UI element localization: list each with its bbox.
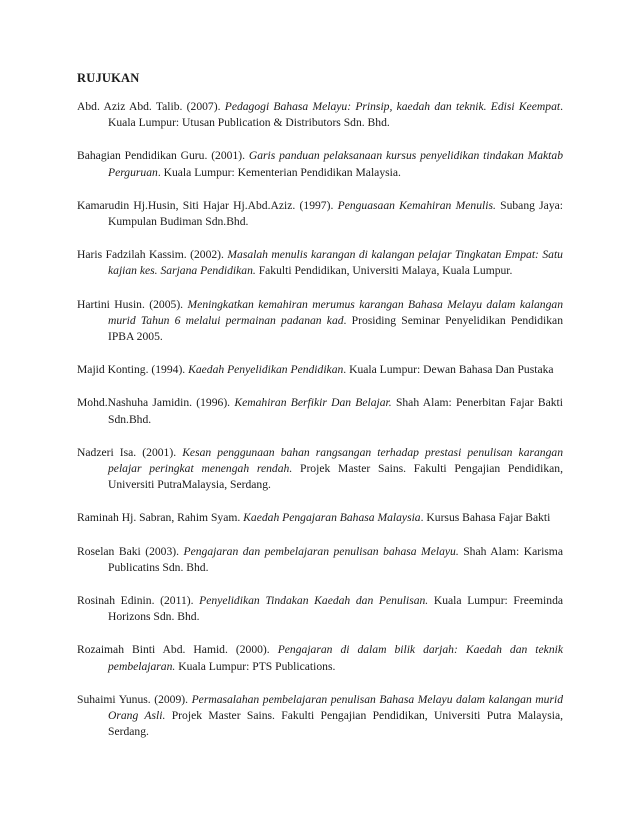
reference-publisher: Projek Master Sains. Fakulti Pengajian Pendidikan, Universiti Putra Malaysia, Serdang.	[108, 709, 563, 739]
reference-title: Kemahiran Berfikir Dan Belajar.	[234, 396, 392, 410]
reference-author-year: Haris Fadzilah Kassim. (2002).	[77, 248, 228, 262]
reference-author-year: Mohd.Nashuha Jamidin. (1996).	[77, 396, 235, 410]
reference-author-year: Majid Konting. (1994).	[77, 363, 189, 377]
reference-publisher: Fakulti Pendidikan, Universiti Malaya, Kuala Lumpur.	[255, 264, 513, 278]
reference-item	[77, 297, 563, 346]
reference-title: Kesan penggunaan bahan rangsangan terhadap prestasi penulisan karangan pelajar peringkat menengah rendah.	[108, 445, 563, 476]
reference-item	[77, 692, 563, 741]
reference-title: Meningkatkan kemahiran merumus karangan Bahasa Melayu dalam kalangan murid Tahun 6 melalui permainan padanan kad	[108, 297, 563, 327]
reference-publisher: . Kuala Lumpur: Utusan Publication & Distributors Sdn. Bhd.	[108, 100, 563, 130]
reference-publisher: . Kuala Lumpur: Dewan Bahasa Dan Pustaka	[343, 363, 554, 377]
reference-publisher: Subang Jaya: Kumpulan Budiman Sdn.Bhd.	[108, 198, 563, 229]
reference-title: Penguasaan Kemahiran Menulis.	[337, 198, 496, 212]
reference-item	[77, 510, 563, 526]
document-page	[77, 70, 563, 757]
reference-author-year: Kamarudin Hj.Husin, Siti Hajar Hj.Abd.Aziz. (1997).	[77, 198, 338, 212]
reference-item	[77, 544, 563, 576]
reference-publisher: Kuala Lumpur: Freeminda Horizons Sdn. Bhd.	[108, 594, 564, 624]
reference-publisher: Kuala Lumpur: PTS Publications.	[175, 659, 336, 673]
reference-item	[77, 395, 563, 427]
reference-author-year: Rozaimah Binti Abd. Hamid. (2000).	[77, 643, 278, 657]
reference-publisher: . Prosiding Seminar Penyelidikan Pendidikan IPBA 2005.	[108, 313, 563, 344]
reference-item	[77, 99, 563, 131]
reference-item	[77, 445, 563, 494]
reference-title: Garis panduan pelaksanaan kursus penyelidikan tindakan Maktab Perguruan	[108, 149, 564, 179]
reference-author-year: Suhaimi Yunus. (2009).	[77, 692, 192, 706]
reference-item	[77, 148, 563, 180]
reference-item	[77, 642, 563, 674]
reference-author-year: Raminah Hj. Sabran, Rahim Syam.	[77, 511, 244, 525]
reference-title: Kaedah Penyelidikan Pendidikan	[188, 363, 344, 377]
reference-publisher: . Kuala Lumpur: Kementerian Pendidikan Malaysia.	[157, 165, 401, 179]
reference-publisher: Projek Master Sains. Fakulti Pengajian Pendidikan, Universiti PutraMalaysia, Serdang.	[108, 462, 563, 492]
reference-list	[77, 99, 563, 740]
reference-author-year: Abd. Aziz Abd. Talib. (2007).	[77, 100, 225, 113]
reference-author-year: Nadzeri Isa. (2001).	[77, 445, 183, 459]
page-heading: RUJUKAN	[77, 71, 140, 85]
reference-item	[77, 198, 563, 230]
reference-title: Pengajaran di dalam bilik darjah: Kaedah dan teknik pembelajaran.	[108, 643, 563, 673]
reference-title: Kaedah Pengajaran Bahasa Malaysia	[243, 511, 421, 525]
reference-publisher: Shah Alam: Karisma Publicatins Sdn. Bhd.	[108, 544, 563, 574]
reference-title: Pengajaran dan pembelajaran penulisan bahasa Melayu.	[183, 544, 459, 558]
reference-item	[77, 593, 563, 625]
reference-item	[77, 362, 563, 378]
reference-publisher: . Kursus Bahasa Fajar Bakti	[420, 511, 551, 525]
reference-item	[77, 247, 563, 279]
reference-title: Pedagogi Bahasa Melayu: Prinsip, kaedah dan teknik. Edisi Keempat	[224, 100, 561, 113]
reference-author-year: Roselan Baki (2003).	[77, 544, 184, 558]
reference-author-year: Rosinah Edinin. (2011).	[77, 594, 200, 608]
reference-title: Penyelidikan Tindakan Kaedah dan Penulisan.	[199, 594, 429, 608]
reference-title: Masalah menulis karangan di kalangan pelajar Tingkatan Empat: Satu kajian kes. Sarjana Pendidikan.	[108, 248, 563, 278]
reference-author-year: Hartini Husin. (2005).	[77, 297, 188, 311]
reference-publisher: Shah Alam: Penerbitan Fajar Bakti Sdn.Bhd.	[108, 396, 563, 426]
reference-author-year: Bahagian Pendidikan Guru. (2001).	[77, 149, 249, 163]
reference-title: Permasalahan pembelajaran penulisan Bahasa Melayu dalam kalangan murid Orang Asli.	[108, 692, 563, 723]
